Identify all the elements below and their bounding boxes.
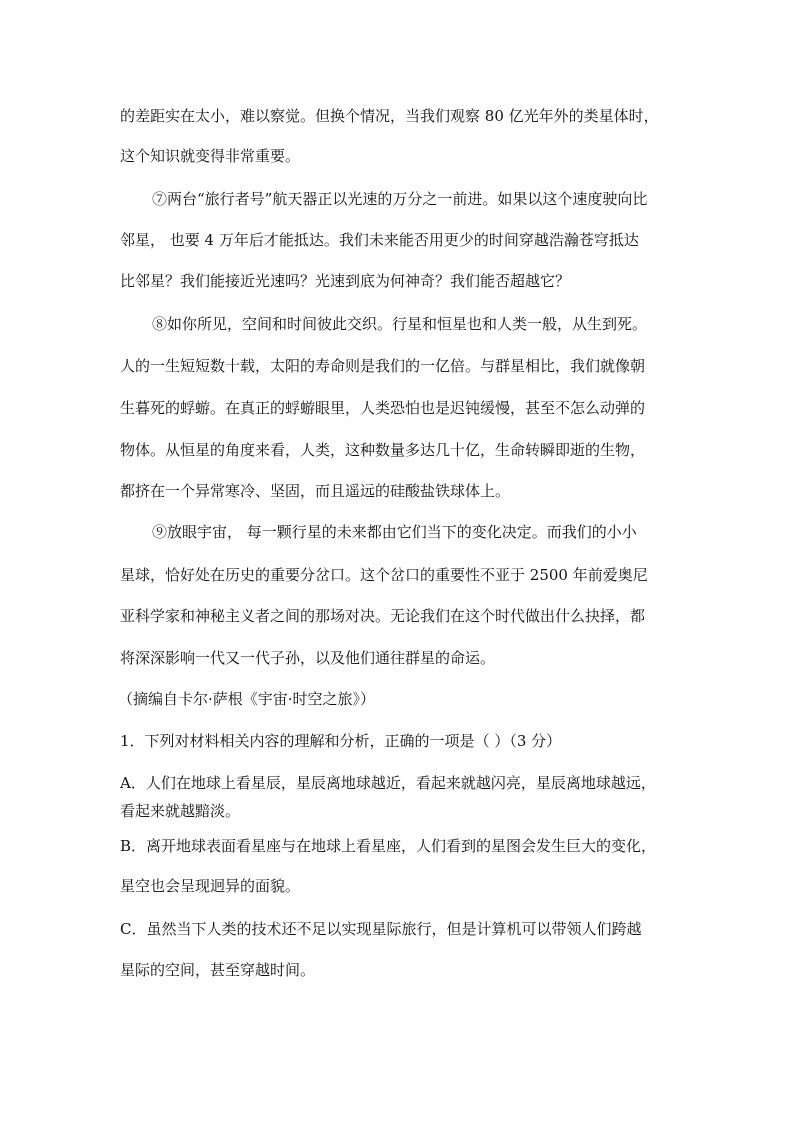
paragraph-7-line-2: 邻星， 也要 4 万年后才能抵达。我们未来能否用更少的时间穿越浩瀚苍穹抵达	[120, 231, 639, 249]
paragraph-9-line-4: 将深深影响一代又一代子孙，以及他们通往群星的命运。	[120, 649, 496, 667]
paragraph-9-line-1: ⑨放眼宇宙， 每一颗行星的未来都由它们当下的变化决定。而我们的小小	[152, 523, 637, 541]
option-a-line-1: A．人们在地球上看星辰，星辰离地球越近，看起来就越闪亮，星辰离地球越远，	[120, 774, 656, 792]
option-c-line-1: C．虽然当下人类的技术还不足以实现星际旅行，但是计算机可以带领人们跨越	[120, 920, 642, 938]
question-1-stem: 1．下列对材料相关内容的理解和分析，正确的一项是（ ）（3 分）	[120, 732, 562, 750]
paragraph-6-line-2: 这个知识就变得非常重要。	[120, 147, 301, 165]
source-citation: （摘编自卡尔·萨根《宇宙·时空之旅》）	[118, 690, 376, 708]
paragraph-9-line-2: 星球，恰好处在历史的重要分岔口。这个岔口的重要性不亚于 2500 年前爱奥尼	[120, 566, 648, 584]
paragraph-8-line-1: ⑧如你所见，空间和时间彼此交织。行星和恒星也和人类一般，从生到死。	[152, 315, 648, 333]
paragraph-8-line-2: 人的一生短短数十载，太阳的寿命则是我们的一亿倍。与群星相比，我们就像朝	[120, 357, 646, 375]
paragraph-7-line-3: 比邻星？我们能接近光速吗？光速到底为何神奇？我们能否超越它？	[120, 272, 571, 290]
option-b-line-1: B．离开地球表面看星座与在地球上看星座，人们看到的星图会发生巨大的变化，	[120, 837, 657, 855]
option-a-line-2: 看起来就越黯淡。	[120, 802, 241, 820]
paragraph-7-line-1: ⑦两台“旅行者号”航天器正以光速的万分之一前进。如果以这个速度驶向比	[152, 190, 648, 208]
paragraph-8-line-4: 物体。从恒星的角度来看，人类，这种数量多达几十亿，生命转瞬即逝的生物，	[120, 441, 646, 459]
paragraph-8-line-5: 都挤在一个异常寒冷、坚固，而且遥远的硅酸盐铁球体上。	[120, 482, 511, 500]
paragraph-6-line-1: 的差距实在太小，难以察觉。但换个情况，当我们观察 80 亿光年外的类星体时，	[120, 107, 659, 125]
paragraph-8-line-3: 生暮死的蜉蝣。在真正的蜉蝣眼里，人类恐怕也是迟钝缓慢，甚至不怎么动弹的	[120, 399, 646, 417]
paragraph-9-line-3: 亚科学家和神秘主义者之间的那场对决。无论我们在这个时代做出什么抉择，都	[120, 607, 646, 625]
option-b-line-2: 星空也会呈现迥异的面貌。	[120, 877, 301, 895]
option-c-line-2: 星际的空间，甚至穿越时间。	[120, 961, 316, 979]
